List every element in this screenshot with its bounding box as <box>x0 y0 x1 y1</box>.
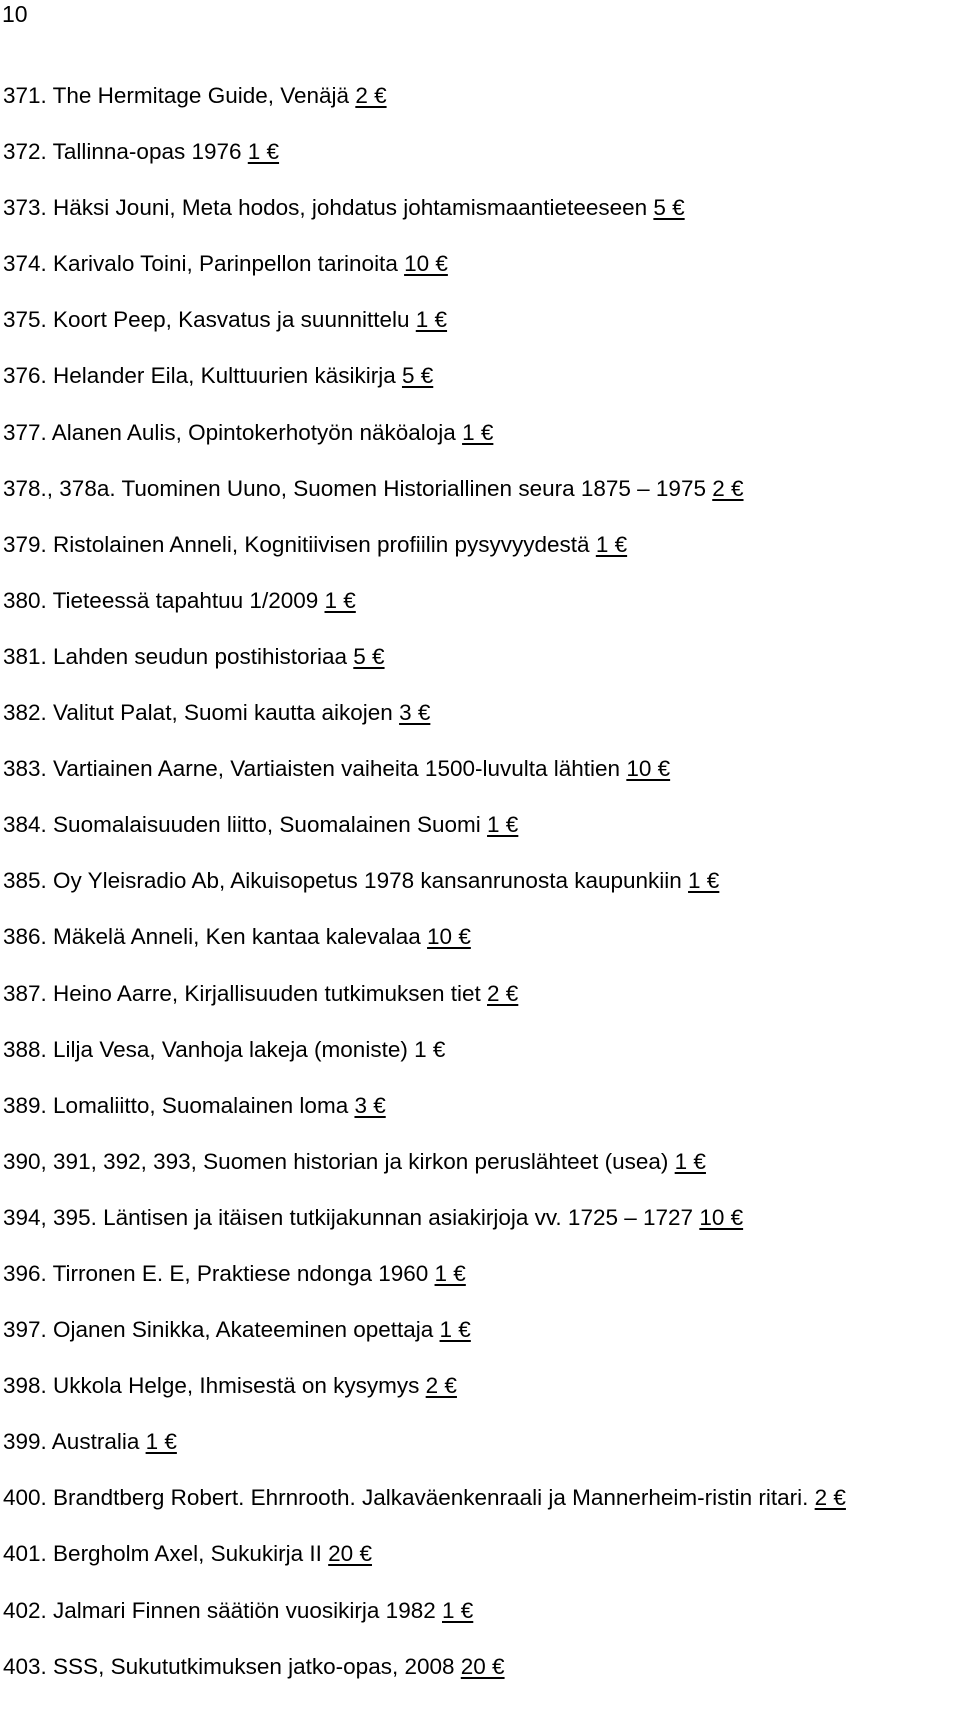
entry-title: 394, 395. Läntisen ja itäisen tutkijakunnan asiakirjoja vv. 1725 – 1727 <box>3 1204 700 1230</box>
entry-title: 402. Jalmari Finnen säätiön vuosikirja 1982 <box>3 1597 442 1623</box>
entry-title: 378., 378a. Tuominen Uuno, Suomen Historiallinen seura 1875 – 1975 <box>3 475 713 501</box>
entry-title: 374. Karivalo Toini, Parinpellon tarinoita <box>3 251 405 277</box>
list-item <box>3 1148 846 1204</box>
list-item <box>3 1204 846 1260</box>
page-number: 10 <box>2 1 28 27</box>
entry-title: 381. Lahden seudun postihistoriaa <box>3 643 354 669</box>
entry-price: 2 € <box>355 83 387 108</box>
entry-price: 2 € <box>814 1485 846 1511</box>
entry-price: 10 € <box>404 251 448 277</box>
entry-price: 1 € <box>442 1597 474 1623</box>
entry-price: 5 € <box>653 195 685 221</box>
entry-price: 2 € <box>487 980 519 1006</box>
entry-price: 1 € <box>145 1429 177 1455</box>
list-item <box>3 1092 846 1148</box>
list-item <box>3 475 846 531</box>
list-item <box>3 531 846 587</box>
list-item <box>3 1597 846 1653</box>
entry-title: 396. Tirronen E. E, Praktiese ndonga 1960 <box>3 1260 435 1286</box>
entry-price: 5 € <box>353 643 385 669</box>
list-item <box>3 250 846 306</box>
entry-price: 1 € <box>688 868 720 894</box>
list-item <box>3 362 846 418</box>
entry-price: 5 € <box>401 363 434 389</box>
entry-price: 20 € <box>328 1541 372 1567</box>
list-item <box>3 1484 846 1540</box>
list-item <box>3 419 846 475</box>
entry-title: 397. Ojanen Sinikka, Akateeminen opettaja <box>3 1317 440 1343</box>
entry-title: 379. Ristolainen Anneli, Kognitiivisen profiilin pysyvyydestä <box>3 531 596 557</box>
list-item <box>3 138 846 194</box>
entry-title: 383. Vartiainen Aarne, Vartiaisten vaiheita 1500-luvulta lähtien <box>3 756 627 782</box>
entry-price: 1 € <box>439 1317 471 1343</box>
list-item <box>3 1653 846 1709</box>
entry-price: 1 € <box>414 1036 446 1062</box>
entry-title: 376. Helander Eila, Kulttuurien käsikirja <box>3 363 402 389</box>
entry-price: 2 € <box>712 475 744 501</box>
catalog-list <box>3 82 846 1709</box>
entry-price: 10 € <box>699 1204 744 1230</box>
entry-title: 399. Australia <box>3 1429 146 1455</box>
entry-title: 373. Häksi Jouni, Meta hodos, johdatus johtamismaantieteeseen <box>3 195 654 221</box>
entry-price: 1 € <box>674 1148 706 1174</box>
entry-title: 375. Koort Peep, Kasvatus ja suunnittelu <box>3 307 416 333</box>
list-item <box>3 980 846 1036</box>
list-item <box>3 811 846 867</box>
entry-price: 10 € <box>626 756 671 782</box>
entry-title: 400. Brandtberg Robert. Ehrnrooth. Jalkaväenkenraali ja Mannerheim-ristin ritari. <box>3 1485 815 1511</box>
list-item <box>3 699 846 755</box>
list-item <box>3 1540 846 1596</box>
list-item <box>3 1036 846 1092</box>
entry-title: 387. Heino Aarre, Kirjallisuuden tutkimuksen tiet <box>3 980 488 1006</box>
entry-title: 386. Mäkelä Anneli, Ken kantaa kalevalaa <box>3 924 428 950</box>
entry-price: 3 € <box>399 700 431 726</box>
list-item <box>3 82 846 138</box>
entry-price: 20 € <box>460 1653 505 1679</box>
entry-title: 377. Alanen Aulis, Opintokerhotyön näköaloja <box>3 419 463 445</box>
entry-title: 403. SSS, Sukututkimuksen jatko-opas, 2008 <box>3 1653 461 1679</box>
entry-price: 1 € <box>415 307 448 333</box>
list-item <box>3 1428 846 1484</box>
entry-price: 2 € <box>425 1373 457 1399</box>
entry-title: 388. Lilja Vesa, Vanhoja lakeja (moniste) <box>3 1036 415 1062</box>
entry-title: 384. Suomalaisuuden liitto, Suomalainen Suomi <box>3 812 488 838</box>
list-item <box>3 1372 846 1428</box>
list-item <box>3 587 846 643</box>
entry-title: 389. Lomaliitto, Suomalainen loma <box>3 1092 355 1118</box>
entry-price: 1 € <box>462 419 494 445</box>
list-item <box>3 923 846 979</box>
list-item <box>3 306 846 362</box>
entry-title: 380. Tieteessä tapahtuu 1/2009 <box>3 587 325 613</box>
entry-price: 1 € <box>434 1260 466 1286</box>
list-item <box>3 755 846 811</box>
entry-title: 385. Oy Yleisradio Ab, Aikuisopetus 1978 kansanrunosta kaupunkiin <box>3 868 689 894</box>
entry-price: 1 € <box>595 531 628 557</box>
list-item <box>3 194 846 250</box>
list-item <box>3 867 846 923</box>
entry-price: 10 € <box>427 924 471 950</box>
list-item <box>3 1316 846 1372</box>
entry-title: 401. Bergholm Axel, Sukukirja II <box>3 1541 329 1567</box>
entry-price: 3 € <box>354 1092 386 1118</box>
entry-price: 1 € <box>247 139 280 165</box>
list-item <box>3 643 846 699</box>
entry-title: 390, 391, 392, 393, Suomen historian ja kirkon peruslähteet (usea) <box>3 1148 675 1174</box>
entry-title: 371. The Hermitage Guide, Venäjä <box>3 83 356 108</box>
entry-title: 398. Ukkola Helge, Ihmisestä on kysymys <box>3 1373 426 1399</box>
entry-price: 1 € <box>324 587 356 613</box>
entry-title: 382. Valitut Palat, Suomi kautta aikojen <box>3 700 400 726</box>
entry-price: 1 € <box>487 812 519 838</box>
list-item <box>3 1260 846 1316</box>
entry-title: 372. Tallinna-opas 1976 <box>3 139 248 165</box>
